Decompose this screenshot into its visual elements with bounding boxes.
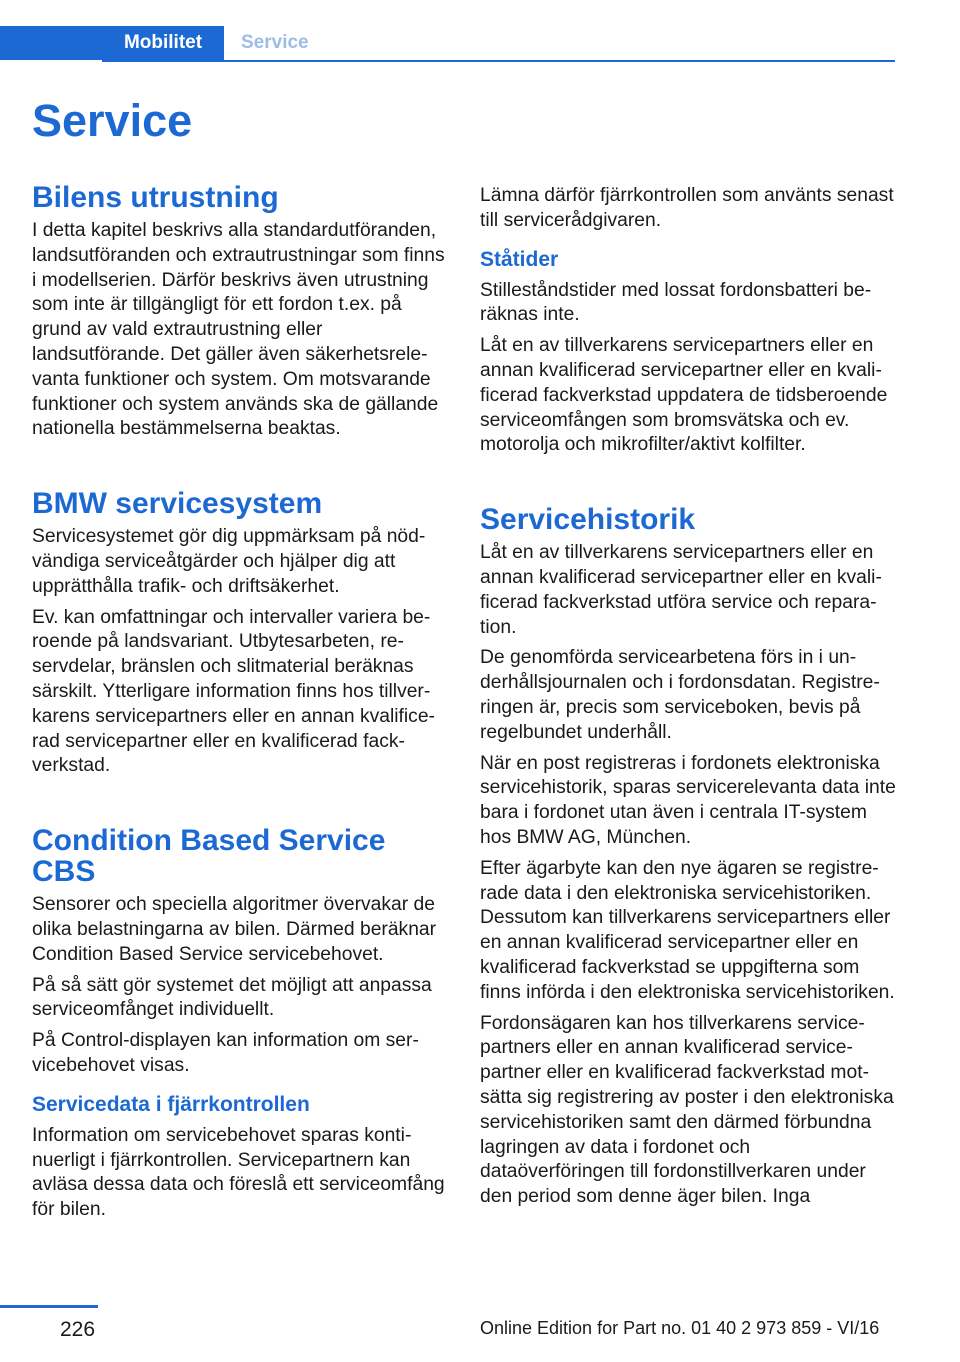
heading-servicehistorik: Servicehistorik	[480, 503, 696, 537]
heading-bilens-utrustning: Bilens utrustning	[32, 181, 279, 214]
paragraph: Lämna därför fjärrkontrollen som använts senast till servicerådgivaren.	[480, 185, 894, 231]
paragraph: Ev. kan omfattningar och intervaller variera beroende på landsvariant. Utbytesarbeten, reservdelar, bränslen och slitmaterial beräknas särskilt. Ytterligare information finns hos tillverkarens servicepartners eller en annan kvalificerad servicepartner eller en kvalificerad fackverkstad.	[32, 606, 435, 777]
footer-rule	[0, 1305, 98, 1308]
left-column	[32, 182, 448, 1223]
edition-note: Online Edition for Part no. 01 40 2 973 859 - VI/16	[480, 1318, 880, 1338]
heading-bmw-servicesystem: BMW servicesystem	[32, 487, 323, 521]
header-rule	[102, 60, 895, 62]
page-number: 226	[60, 1318, 96, 1341]
subheading-statider: Ståtider	[480, 247, 559, 271]
right-column	[480, 184, 896, 1210]
paragraph: På så sätt gör systemet det möjligt att anpassa serviceomfånget individuellt.	[32, 974, 432, 1021]
subheading-servicedata: Servicedata i fjärrkontrollen	[32, 1092, 310, 1116]
paragraph: De genomförda servicearbetena förs in i underhållsjournalen och i fordonsdatan. Registreringen är, precis som serviceboken, bevis på regelbundet underhåll.	[480, 647, 880, 743]
page-title: Service	[32, 95, 193, 146]
tab-service: Service	[241, 32, 309, 53]
paragraph: När en post registreras i fordonets elektroniska servicehistorik, sparas servicerelevanta data inte bara i fordonet utan även i centrala IT-system hos BMW AG, München.	[480, 752, 896, 848]
paragraph: Låt en av tillverkarens servicepartners eller en annan kvalificerad servicepartner eller en kvalificerad fackverkstad utföra service och reparation.	[480, 542, 882, 638]
paragraph: På Control-displayen kan information om servicebehovet visas.	[32, 1030, 419, 1076]
header-color-block	[0, 26, 102, 60]
paragraph: Låt en av tillverkarens servicepartners eller en annan kvalificerad servicepartner eller en kvalificerad fackverkstad uppdatera de tidsberoende serviceomfången som bromsvätska och ev. motorolja och mikrofilter/aktivt kolfilter.	[480, 335, 888, 456]
tab-mobilitet: Mobilitet	[102, 26, 224, 60]
paragraph: Efter ägarbyte kan den nye ägaren se registrerade data i den elektroniska servicehistoriken. Dessutom kan tillverkarens servicepartners eller en annan kvalificerad servicepartner eller en kvalificerad fackverkstad se uppgifterna som finns införda i den elektroniska servicehistoriken.	[480, 857, 895, 1003]
paragraph: I detta kapitel beskrivs alla standardutföranden, landsutföranden och extrautrustningar som finns i modellserien. Därför beskrivs även utrustning som inte är tillgängligt för ett fordon t.ex. på grund av vald extrautrustning eller landsutförande. Det gäller även säkerhetsrelevanta funktioner och system. Om motsvarande funktioner och system används ska de gällande nationella bestämmelserna beaktas.	[32, 220, 445, 440]
heading-condition-based-service: Condition Based Service CBS	[32, 824, 386, 889]
paragraph: Information om servicebehovet sparas kontinuerligt i fjärrkontrollen. Servicepartnern kan avläsa dessa data och föreslå ett serviceomfång för bilen.	[32, 1124, 445, 1221]
paragraph: Fordonsägaren kan hos tillverkarens servicepartners eller en annan kvalificerad servicepartner eller en kvalificerad fackverkstad motsätta sig registrering av poster i den elektroniska servicehistoriken samt den därmed förbundna lagringen av data i fordonet och dataöverföringen till fordonstillverkaren under den period som denne äger bilen. Inga	[480, 1012, 894, 1208]
paragraph: Servicesystemet gör dig uppmärksam på nödvändiga serviceåtgärder och hjälper dig att upprätthålla trafik- och driftsäkerhet.	[32, 526, 426, 597]
header-bar	[0, 26, 895, 62]
paragraph: Sensorer och speciella algoritmer övervakar de olika belastningarna av bilen. Därmed beräknar Condition Based Service servicebehovet.	[32, 894, 437, 965]
paragraph: Stilleståndstider med lossat fordonsbatteri beräknas inte.	[480, 279, 872, 326]
